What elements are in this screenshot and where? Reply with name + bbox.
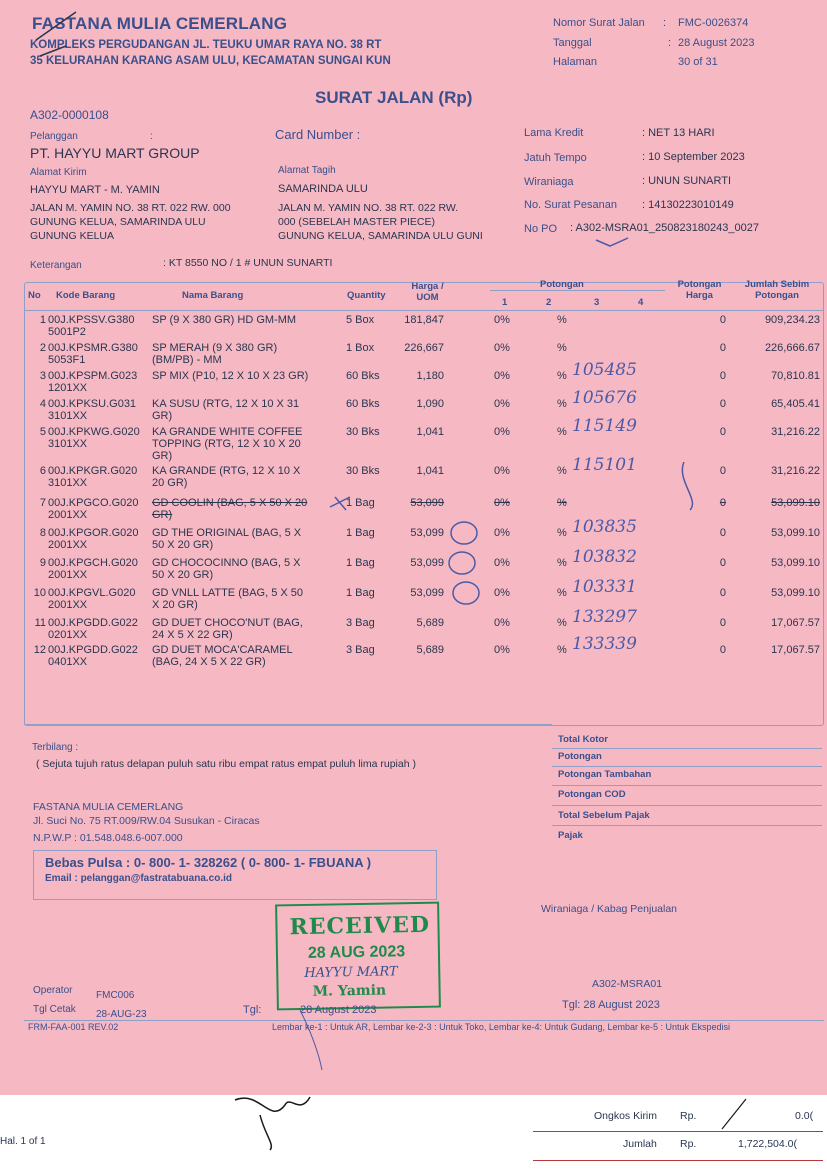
- handwritten-code: 103832: [572, 547, 637, 567]
- item-price-discount: 0: [719, 587, 726, 599]
- jatuh-tempo-label: Jatuh Tempo: [524, 152, 587, 164]
- handwritten-code: 115149: [572, 416, 637, 436]
- alamat-tagih-label: Alamat Tagih: [278, 165, 336, 176]
- potongan-label: Potongan: [558, 751, 602, 762]
- item-discount-2: %: [557, 370, 567, 382]
- total-sebelum-pajak-label: Total Sebelum Pajak: [558, 810, 650, 821]
- item-price-discount: 0: [719, 644, 726, 656]
- item-quantity: 1 Bag: [346, 587, 375, 599]
- stamp-date: 28 AUG 2023: [307, 943, 406, 962]
- colon: :: [668, 37, 672, 49]
- signature-code: A302-MSRA01: [592, 978, 663, 990]
- lembar-note: Lembar ke-1 : Untuk AR, Lembar ke-2-3 : Untuk Toko, Lembar ke-4: Untuk Gudang, Lembar ke-5 : Untuk Ekspedisi: [272, 1022, 731, 1032]
- item-amount: 31,216.22: [771, 465, 820, 477]
- wiraniaga-value: : UNUN SUNARTI: [642, 175, 732, 187]
- tick-mark: [720, 1097, 750, 1131]
- item-no: 9: [39, 557, 46, 569]
- halaman-value: 30 of 31: [678, 56, 718, 68]
- doc-code: A302-0000108: [30, 108, 109, 122]
- item-name: SP (9 X 380 GR) HD GM-MM: [152, 314, 297, 326]
- item-price-discount: 0: [719, 497, 726, 509]
- lama-kredit-value: : NET 13 HARI: [642, 127, 715, 139]
- item-code: 00J.KPGCH.G020 2001XX: [48, 557, 138, 581]
- item-price-discount: 0: [719, 527, 726, 539]
- pen-stroke: [40, 46, 66, 56]
- jumlah-value: 1,722,504.0(: [738, 1138, 797, 1150]
- item-discount-1: 0%: [494, 644, 510, 656]
- page-indicator: Hal. 1 of 1: [0, 1136, 46, 1147]
- item-name: GD DUET CHOCO'NUT (BAG, 24 X 5 X 22 GR): [152, 617, 303, 641]
- item-quantity: 1 Bag: [346, 497, 375, 509]
- item-discount-1: 0%: [494, 497, 510, 509]
- page-footer: [0, 1095, 827, 1169]
- sender-name: FASTANA MULIA CEMERLANG: [33, 801, 184, 813]
- stamp-title: RECEIVED: [289, 911, 431, 941]
- item-no: 11: [34, 617, 46, 629]
- circle-mark: [449, 552, 475, 574]
- contact-email: Email : pelanggan@fastratabuana.co.id: [45, 873, 233, 884]
- tanggal-value: 28 August 2023: [678, 37, 755, 49]
- sender-address: Jl. Suci No. 75 RT.009/RW.04 Susukan - Ciracas: [33, 815, 260, 827]
- item-quantity: 3 Bag: [346, 617, 375, 629]
- handwritten-code: 115101: [572, 455, 637, 475]
- item-amount: 31,216.22: [771, 426, 820, 438]
- alamat-kirim-line2: GUNUNG KELUA, SAMARINDA ULU: [30, 216, 206, 228]
- item-discount-1: 0%: [494, 370, 510, 382]
- item-code: 00J.KPGDD.G022 0201XX: [48, 617, 138, 641]
- operator-value: FMC006: [96, 990, 135, 1001]
- circle-mark: [453, 582, 479, 604]
- halaman-label: Halaman: [553, 56, 598, 68]
- keterangan-label: Keterangan: [30, 260, 82, 271]
- item-amount: 70,810.81: [771, 370, 820, 382]
- nomor-label: Nomor Surat Jalan: [553, 17, 645, 29]
- item-price: 1,041: [416, 426, 444, 438]
- th-potongan: Potongan: [540, 279, 584, 290]
- th-potongan-harga: Potongan Harga: [677, 279, 722, 301]
- item-no: 6: [39, 465, 46, 477]
- stamp-name: M. Yamin: [312, 982, 387, 1000]
- th-harga: Harga / UOM: [411, 281, 444, 303]
- item-price: 53,099: [410, 557, 444, 569]
- item-price: 1,041: [416, 465, 444, 477]
- item-price: 1,180: [416, 370, 444, 382]
- company-address-line2: 35 KELURAHAN KARANG ASAM ULU, KECAMATAN SUNGAI KUN: [30, 55, 391, 67]
- item-discount-1: 0%: [494, 426, 510, 438]
- item-name: KA GRANDE (RTG, 12 X 10 X 20 GR): [152, 465, 301, 489]
- item-discount-1: 0%: [494, 314, 510, 326]
- alamat-tagih-line1: JALAN M. YAMIN NO. 38 RT. 022 RW.: [278, 202, 459, 214]
- sender-npwp: N.P.W.P : 01.548.048.6-007.000: [33, 832, 183, 844]
- item-discount-1: 0%: [494, 557, 510, 569]
- item-price-discount: 0: [719, 314, 726, 326]
- handwritten-code: 133297: [572, 607, 637, 627]
- alamat-kirim-label: Alamat Kirim: [30, 167, 87, 178]
- item-amount: 53,099.10: [771, 527, 820, 539]
- item-quantity: 30 Bks: [346, 465, 380, 477]
- pelanggan-value: PT. HAYYU MART GROUP: [30, 145, 200, 161]
- item-amount: 53,099.10: [771, 557, 820, 569]
- item-name: KA GRANDE WHITE COFFEE TOPPING (RTG, 12 X 10 X 20 GR): [152, 426, 303, 462]
- item-code: 00J.KPKGR.G020 3101XX: [48, 465, 138, 489]
- item-amount: 17,067.57: [771, 644, 820, 656]
- item-no: 10: [33, 587, 46, 599]
- item-code: 00J.KPKWG.G020 3101XX: [48, 426, 140, 450]
- company-name: FASTANA MULIA CEMERLANG: [32, 14, 288, 33]
- terbilang-label: Terbilang :: [32, 742, 79, 753]
- item-no: 2: [39, 342, 46, 354]
- pen-stroke: [682, 462, 692, 510]
- alamat-tagih-name: SAMARINDA ULU: [278, 183, 368, 195]
- item-discount-1: 0%: [494, 465, 510, 477]
- stamp-handwritten-line1: HAYYU MART: [304, 964, 398, 981]
- item-price-discount: 0: [719, 617, 726, 629]
- bebas-pulsa: Bebas Pulsa : 0- 800- 1- 328262 ( 0- 800- 1- FBUANA ): [45, 855, 372, 870]
- handwritten-code: 105676: [572, 388, 637, 408]
- item-name: GD COOLIN (BAG, 5 X 50 X 20 GR): [152, 497, 308, 521]
- colon: :: [663, 17, 667, 29]
- handwritten-code: 105485: [572, 360, 637, 380]
- item-no: 7: [39, 497, 46, 509]
- item-discount-2: %: [557, 398, 567, 410]
- handwritten-code: 103331: [572, 577, 637, 597]
- item-price-discount: 0: [719, 342, 726, 354]
- tgl-cetak-label: Tgl Cetak: [33, 1004, 76, 1015]
- item-no: 5: [39, 426, 46, 438]
- item-amount: 65,405.41: [771, 398, 820, 410]
- tgl-cetak-value: 28-AUG-23: [96, 1009, 147, 1020]
- item-quantity: 3 Bag: [346, 644, 375, 656]
- th-pot-2: 2: [546, 297, 552, 308]
- item-price: 181,847: [404, 314, 444, 326]
- item-discount-2: %: [557, 426, 567, 438]
- signature-scribble: [230, 1085, 350, 1155]
- item-price: 53,099: [410, 497, 444, 509]
- item-code: 00J.KPGOR.G020 2001XX: [48, 527, 139, 551]
- th-quantity: Quantity: [347, 290, 386, 301]
- jumlah-rp: Rp.: [680, 1138, 697, 1150]
- item-no: 3: [39, 370, 46, 382]
- card-number-label: Card Number :: [275, 127, 361, 142]
- item-price-discount: 0: [719, 465, 726, 477]
- th-pot-1: 1: [502, 297, 508, 308]
- th-pot-4: 4: [638, 297, 644, 308]
- item-no: 12: [33, 644, 46, 656]
- operator-label: Operator: [33, 985, 73, 996]
- pesanan-value: : 14130223010149: [642, 199, 734, 211]
- item-quantity: 1 Box: [346, 342, 375, 354]
- tgl-label: Tgl:: [243, 1004, 262, 1016]
- item-quantity: 30 Bks: [346, 426, 380, 438]
- ongkos-value: 0.0(: [795, 1110, 814, 1122]
- pajak-label: Pajak: [558, 830, 583, 841]
- lama-kredit-label: Lama Kredit: [524, 127, 584, 139]
- pen-stroke: [300, 1010, 322, 1070]
- item-price-discount: 0: [719, 557, 726, 569]
- pen-stroke: [36, 12, 76, 40]
- item-discount-2: %: [557, 617, 567, 629]
- alamat-kirim-name: HAYYU MART - M. YAMIN: [30, 184, 160, 196]
- item-price: 5,689: [416, 644, 444, 656]
- item-name: SP MERAH (9 X 380 GR) (BM/PB) - MM: [152, 342, 278, 366]
- th-nama: Nama Barang: [182, 290, 244, 301]
- item-amount: 17,067.57: [771, 617, 820, 629]
- alamat-kirim-line1: JALAN M. YAMIN NO. 38 RT. 022 RW. 000: [30, 202, 231, 214]
- item-price: 5,689: [416, 617, 444, 629]
- item-discount-2: %: [557, 557, 567, 569]
- item-code: 00J.KPSSV.G380 5001P2: [48, 314, 135, 338]
- alamat-tagih-line3: GUNUNG KELUA, SAMARINDA ULU GUNI: [278, 230, 483, 242]
- item-code: 00J.KPSMR.G380 5053F1: [48, 342, 138, 366]
- item-discount-1: 0%: [494, 617, 510, 629]
- item-discount-2: %: [557, 497, 567, 509]
- item-discount-2: %: [557, 527, 567, 539]
- item-quantity: 1 Bag: [346, 527, 375, 539]
- jatuh-tempo-value: : 10 September 2023: [642, 151, 745, 163]
- pen-stroke: [596, 238, 628, 246]
- item-no: 4: [39, 398, 46, 410]
- item-name: KA SUSU (RTG, 12 X 10 X 31 GR): [152, 398, 300, 422]
- potongan-tambahan-label: Potongan Tambahan: [558, 769, 652, 780]
- doc-title: SURAT JALAN (Rp): [315, 88, 473, 107]
- th-no: No: [28, 290, 41, 301]
- item-amount: 53,099.10: [771, 587, 820, 599]
- total-kotor-label: Total Kotor: [558, 734, 608, 745]
- nomor-value: FMC-0026374: [678, 17, 749, 29]
- item-code: 00J.KPKSU.G031 3101XX: [48, 398, 137, 422]
- pesanan-label: No. Surat Pesanan: [524, 199, 617, 211]
- item-name: GD CHOCOCINNO (BAG, 5 X 50 X 20 GR): [152, 557, 301, 581]
- signature-date: Tgl: 28 August 2023: [562, 999, 660, 1011]
- pelanggan-label: Pelanggan: [30, 131, 78, 142]
- handwritten-code: 133339: [572, 634, 637, 654]
- tgl-value: 28 August 2023: [300, 1004, 377, 1016]
- ongkos-label: Ongkos Kirim: [594, 1110, 658, 1122]
- footer-line: [533, 1131, 823, 1132]
- wiraniaga-kabag-label: Wiraniaga / Kabag Penjualan: [541, 903, 678, 915]
- item-discount-1: 0%: [494, 398, 510, 410]
- circle-mark: [451, 522, 477, 544]
- item-discount-1: 0%: [494, 587, 510, 599]
- item-discount-1: 0%: [494, 527, 510, 539]
- terbilang-value: ( Sejuta tujuh ratus delapan puluh satu ribu empat ratus empat puluh lima rupiah ): [36, 758, 416, 770]
- item-name: SP MIX (P10, 12 X 10 X 23 GR): [152, 370, 309, 382]
- jumlah-label: Jumlah: [623, 1138, 657, 1150]
- po-value: : A302-MSRA01_250823180243_0027: [570, 222, 759, 234]
- item-price: 53,099: [410, 587, 444, 599]
- item-price-discount: 0: [719, 370, 726, 382]
- ongkos-rp: Rp.: [680, 1110, 697, 1122]
- form-code: FRM-FAA-001 REV.02: [28, 1022, 119, 1032]
- item-discount-2: %: [557, 587, 567, 599]
- item-code: 00J.KPSPM.G023 1201XX: [48, 370, 138, 394]
- item-amount: 53,099.10: [771, 497, 820, 509]
- th-kode: Kode Barang: [56, 290, 116, 301]
- item-quantity: 1 Bag: [346, 557, 375, 569]
- potongan-cod-label: Potongan COD: [558, 789, 626, 800]
- handwritten-code: 103835: [572, 517, 637, 537]
- item-code: 00J.KPGDD.G022 0401XX: [48, 644, 138, 668]
- footer-line: [533, 1160, 823, 1161]
- th-jumlah: Jumlah Sebim Potongan: [744, 279, 810, 301]
- item-amount: 226,666.67: [764, 342, 820, 354]
- item-discount-1: 0%: [494, 342, 510, 354]
- po-label: No PO: [524, 223, 558, 235]
- item-price-discount: 0: [719, 426, 726, 438]
- item-amount: 909,234.23: [764, 314, 820, 326]
- item-name: GD THE ORIGINAL (BAG, 5 X 50 X 20 GR): [152, 527, 302, 551]
- colon: :: [150, 131, 153, 142]
- item-discount-2: %: [557, 465, 567, 477]
- item-price: 226,667: [404, 342, 444, 354]
- item-quantity: 5 Box: [346, 314, 375, 326]
- item-price: 1,090: [416, 398, 444, 410]
- item-name: GD DUET MOCA'CARAMEL (BAG, 24 X 5 X 22 GR): [152, 644, 293, 668]
- tanggal-label: Tanggal: [553, 37, 592, 49]
- item-quantity: 60 Bks: [346, 398, 380, 410]
- alamat-kirim-line3: GUNUNG KELUA: [30, 230, 115, 242]
- wiraniaga-label: Wiraniaga: [524, 176, 574, 188]
- item-price-discount: 0: [719, 398, 726, 410]
- keterangan-value: : KT 8550 NO / 1 # UNUN SUNARTI: [163, 257, 333, 269]
- item-discount-2: %: [557, 644, 567, 656]
- alamat-tagih-line2: 000 (SEBELAH MASTER PIECE): [278, 216, 435, 228]
- th-pot-3: 3: [594, 297, 600, 308]
- item-code: 00J.KPGCO.G020 2001XX: [48, 497, 139, 521]
- item-quantity: 60 Bks: [346, 370, 380, 382]
- company-address-line1: KOMPLEKS PERGUDANGAN JL. TEUKU UMAR RAYA NO. 38 RT: [30, 39, 382, 51]
- item-no: 8: [39, 527, 46, 539]
- item-no: 1: [39, 314, 46, 326]
- item-name: GD VNLL LATTE (BAG, 5 X 50 X 20 GR): [152, 587, 303, 611]
- item-code: 00J.KPGVL.G020 2001XX: [48, 587, 136, 611]
- item-discount-2: %: [557, 342, 567, 354]
- item-price: 53,099: [410, 527, 444, 539]
- item-discount-2: %: [557, 314, 567, 326]
